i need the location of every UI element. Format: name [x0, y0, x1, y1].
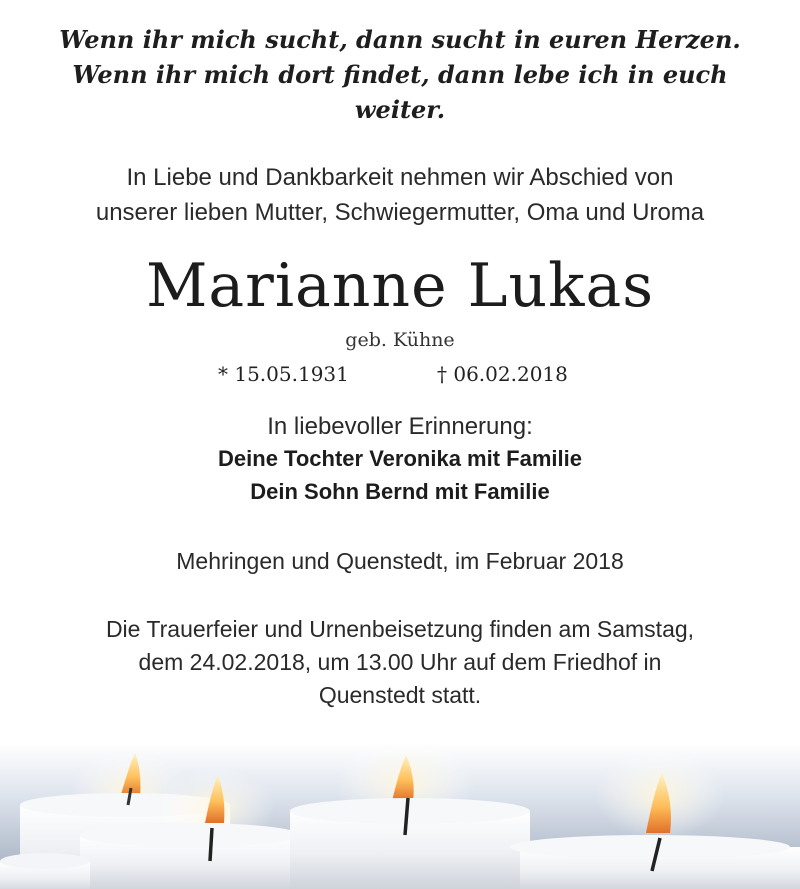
- quote-line-3: weiter.: [354, 95, 446, 124]
- intro-text: [20, 160, 780, 230]
- family-member: Deine Tochter Veronika mit Familie: [218, 446, 582, 471]
- quote-line-2: Wenn ihr mich dort findet, dann lebe ich in euch: [72, 60, 728, 89]
- service-line-1: Die Trauerfeier und Urnenbeisetzung finden am Samstag,: [105, 616, 695, 642]
- service-line-3: Quenstedt statt.: [318, 682, 482, 708]
- intro-line-2: unserer lieben Mutter, Schwiegermutter, Oma und Uroma: [95, 199, 705, 226]
- death-date: † 06.02.2018: [437, 362, 568, 386]
- memory-heading: In liebevoller Erinnerung:: [267, 413, 533, 440]
- service-line-2: dem 24.02.2018, um 13.00 Uhr auf dem Friedhof in: [138, 649, 662, 675]
- candle-5: [0, 853, 90, 889]
- service-details: [20, 613, 780, 712]
- maiden-name: geb. Kühne: [345, 329, 455, 351]
- candles-image: [0, 743, 800, 889]
- intro-line-1: In Liebe und Dankbarkeit nehmen wir Abschied von: [126, 164, 674, 191]
- memorial-quote: [40, 22, 760, 127]
- family-list: [0, 442, 800, 508]
- birth-date: * 15.05.1931: [218, 362, 349, 386]
- quote-line-1: Wenn ihr mich sucht, dann sucht in euren Herzen.: [59, 25, 741, 54]
- family-member: Dein Sohn Bernd mit Familie: [250, 479, 550, 504]
- place-and-date: Mehringen und Quenstedt, im Februar 2018: [176, 548, 624, 574]
- deceased-name: Marianne Lukas: [145, 251, 655, 321]
